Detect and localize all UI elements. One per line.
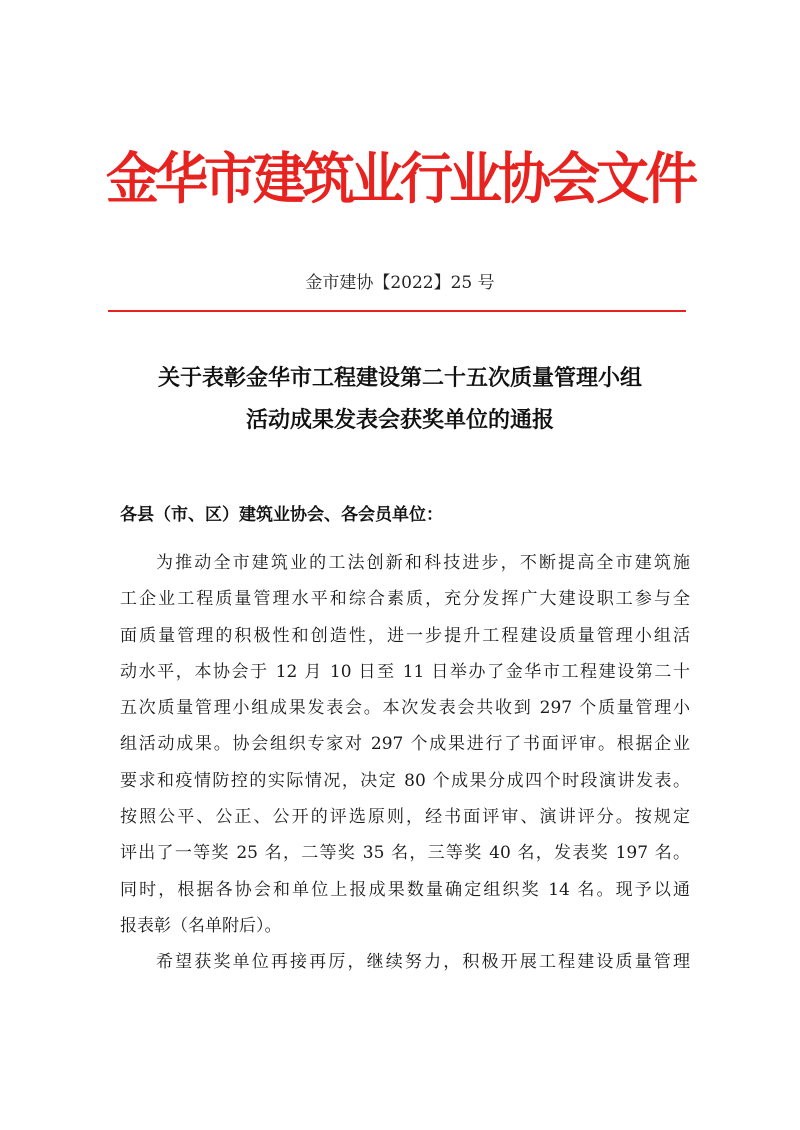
body-line: 希望获奖单位再接再厉，继续努力，积极开展工程建设质量管理 [156,952,690,973]
document-title [0,358,800,442]
body-line: 五次质量管理小组成果发表会。本次发表会共收到 297 个质量管理小 [120,698,690,719]
body-line: 要求和疫情防控的实际情况，决定 80 个成果分成四个时段演讲发表。 [120,770,690,791]
salutation: 各县（市、区）建筑业协会、各会员单位： [120,505,443,525]
document-number: 金市建协【2022】25 号 [305,273,495,293]
body-line: 报表彰（名单附后）。 [120,915,282,936]
document-title-line-2: 活动成果发表会获奖单位的通报 [245,408,554,433]
body-line: 组活动成果。协会组织专家对 297 个成果进行了书面评审。根据企业 [120,734,690,755]
body-line: 按照公平、公正、公开的评选原则，经书面评审、演讲评分。按规定 [120,807,690,828]
body-line: 评出了一等奖 25 名，二等奖 35 名，三等奖 40 名，发表奖 197 名。 [120,843,690,864]
body-text [120,545,690,981]
body-line: 同时，根据各协会和单位上报成果数量确定组织奖 14 名。现予以通 [120,879,690,900]
body-line: 为推动全市建筑业的工法创新和科技进步，不断提高全市建筑施 [156,553,690,573]
document-title-line-1: 关于表彰金华市工程建设第二十五次质量管理小组 [157,366,642,391]
body-line: 动水平，本协会于 12 月 10 日至 11 日举办了金华市工程建设第二十 [120,661,690,682]
body-line: 工企业工程质量管理水平和综合素质，充分发挥广大建设职工参与全 [120,589,690,610]
org-title: 金华市建筑业行业协会文件 [106,147,694,212]
red-divider [108,310,686,312]
body-line: 面质量管理的积极性和创造性，进一步提升工程建设质量管理小组活 [120,625,690,646]
